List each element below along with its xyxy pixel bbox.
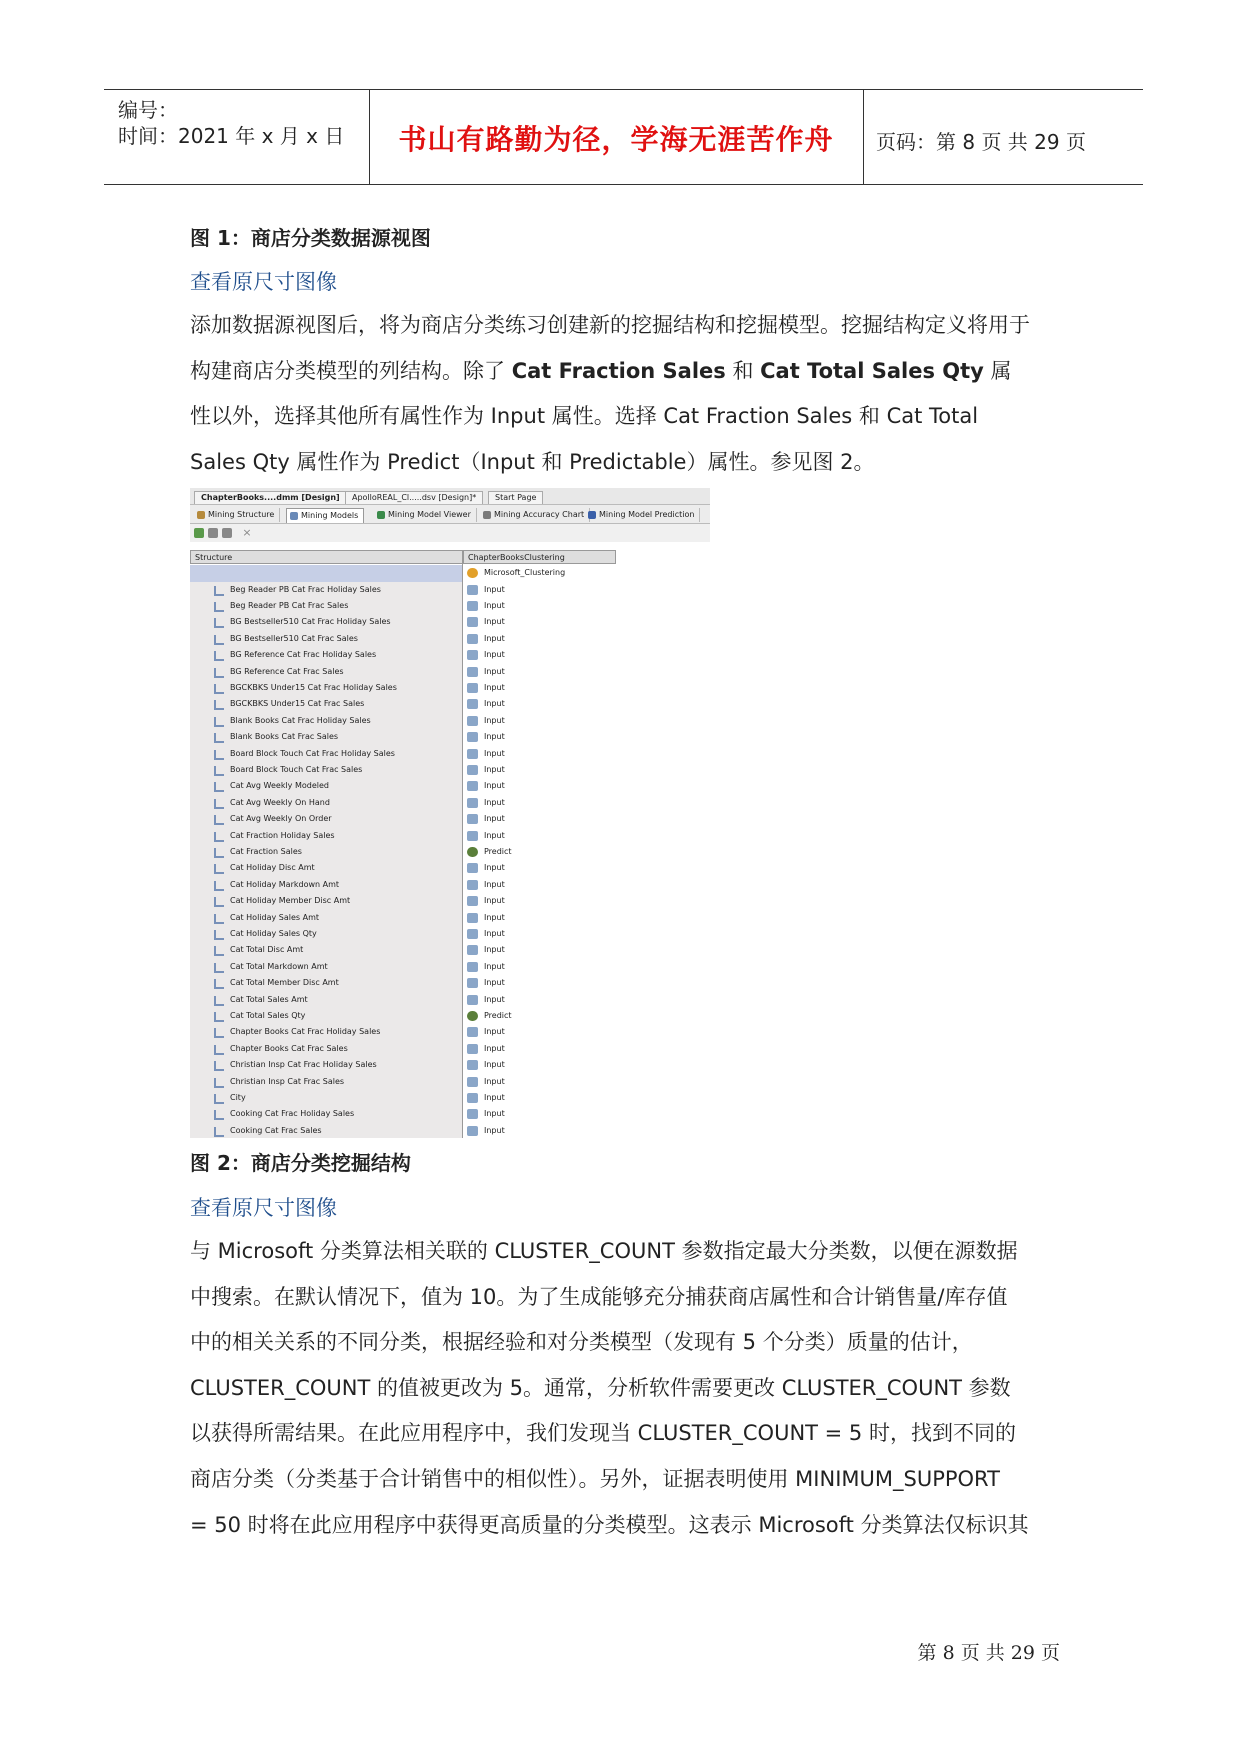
figure1-view-original-link[interactable]: 查看原尺寸图像: [190, 270, 337, 294]
usage-value: Input: [484, 666, 505, 676]
structure-row-column[interactable]: [190, 811, 462, 828]
algorithm-row-left: [190, 565, 462, 582]
column-name: Cat Total Member Disc Amt: [230, 978, 339, 988]
column-icon: [214, 668, 224, 678]
structure-row-usage[interactable]: [463, 992, 616, 1010]
input-icon: [467, 929, 478, 939]
para2-line: 中的相关关系的不同分类，根据经验和对分类模型（发现有 5 个分类）质量的估计，: [190, 1330, 973, 1355]
structure-row-usage[interactable]: [463, 844, 616, 862]
input-icon: [467, 765, 478, 775]
document-tabs: [190, 488, 710, 505]
structure-row-usage[interactable]: [463, 713, 616, 731]
structure-row-column[interactable]: [190, 877, 462, 894]
structure-row-usage[interactable]: [463, 1024, 616, 1042]
column-name: City: [230, 1092, 246, 1102]
para2-line: 中搜索。在默认情况下，值为 10。为了生成能够充分捕获商店属性和合计销售量/库存值: [190, 1284, 1008, 1309]
input-icon: [467, 683, 478, 693]
time-label: 时间：2021 年 x 月 x 日: [118, 124, 345, 148]
column-icon: [214, 1110, 224, 1120]
input-icon: [467, 781, 478, 791]
structure-row-column[interactable]: [190, 1041, 462, 1058]
column-name: Cat Holiday Sales Qty: [230, 928, 317, 938]
usage-value: Input: [484, 1076, 505, 1086]
usage-value: Input: [484, 1060, 505, 1070]
structure-row-column[interactable]: [190, 631, 462, 648]
model-prediction-icon: [588, 511, 596, 519]
tab-mining-model-viewer[interactable]: [374, 508, 477, 522]
structure-row-usage[interactable]: [463, 582, 616, 600]
structure-row-column[interactable]: [190, 992, 462, 1009]
input-icon: [467, 617, 478, 627]
doc-tab-dmm[interactable]: ChapterBooks....dmm [Design]: [194, 491, 347, 504]
algorithm-name: Microsoft_Clustering: [484, 568, 566, 577]
column-name: Cooking Cat Frac Holiday Sales: [230, 1109, 355, 1119]
column-icon: [214, 782, 224, 792]
structure-row-usage[interactable]: [463, 647, 616, 665]
structure-row-column[interactable]: [190, 828, 462, 845]
structure-row-usage[interactable]: [463, 828, 616, 846]
structure-row-column[interactable]: [190, 926, 462, 943]
tab-mining-accuracy-chart[interactable]: [480, 508, 590, 522]
algorithm-icon: [467, 568, 478, 578]
delete-icon[interactable]: ×: [242, 526, 252, 539]
structure-row-usage[interactable]: [463, 631, 616, 649]
para2-line: CLUSTER_COUNT 的值被更改为 5。通常，分析软件需要更改 CLUSTER_COUNT 参数: [190, 1375, 1011, 1400]
tab-mining-model-prediction[interactable]: [585, 508, 700, 522]
page-number-label: 页码：第 8 页 共 29 页: [876, 130, 1086, 154]
input-icon: [467, 1044, 478, 1054]
mining-structure-screenshot: [190, 488, 710, 1138]
structure-row-column[interactable]: [190, 844, 462, 861]
column-icon: [214, 1094, 224, 1104]
column-name: Cat Total Markdown Amt: [230, 961, 328, 971]
usage-value: Input: [484, 830, 505, 840]
tab-mining-structure[interactable]: [194, 508, 280, 522]
input-icon: [467, 945, 478, 955]
column-icon: [214, 799, 224, 809]
structure-row-usage[interactable]: [463, 975, 616, 993]
structure-row-usage[interactable]: [463, 942, 616, 960]
usage-value: Input: [484, 863, 505, 873]
input-icon: [467, 896, 478, 906]
figure2-view-original-link[interactable]: 查看原尺寸图像: [190, 1196, 337, 1220]
structure-row-usage[interactable]: [463, 762, 616, 780]
structure-row-usage[interactable]: [463, 926, 616, 944]
structure-row-column[interactable]: [190, 598, 462, 615]
column-icon: [214, 881, 224, 891]
input-icon: [467, 978, 478, 988]
usage-value: Input: [484, 732, 505, 742]
tab-mining-models[interactable]: [286, 508, 364, 523]
column-icon: [214, 1028, 224, 1038]
input-icon: [467, 798, 478, 808]
input-icon: [467, 667, 478, 677]
figure2-caption: 图 2：商店分类挖掘结构: [190, 1151, 411, 1175]
column-name: Cat Holiday Sales Amt: [230, 912, 320, 922]
column-name: Cat Fraction Holiday Sales: [230, 830, 335, 840]
usage-value: Input: [484, 912, 505, 922]
accuracy-chart-icon: [483, 511, 491, 519]
usage-value: Input: [484, 682, 505, 692]
usage-value: Input: [484, 748, 505, 758]
usage-value: Input: [484, 879, 505, 889]
usage-value: Input: [484, 600, 505, 610]
usage-value: Input: [484, 699, 505, 709]
header-left-cell: [104, 90, 370, 184]
column-name: BG Bestseller510 Cat Frac Holiday Sales: [230, 617, 391, 627]
column-icon: [214, 1061, 224, 1071]
bold-cat-total-sales-qty: Cat Total Sales Qty: [760, 358, 984, 383]
input-icon: [467, 1126, 478, 1136]
column-icon: [214, 832, 224, 842]
usage-value: Input: [484, 764, 505, 774]
input-icon: [467, 962, 478, 972]
column-icon: [214, 897, 224, 907]
input-icon: [467, 863, 478, 873]
structure-row-usage[interactable]: [463, 1106, 616, 1124]
input-icon: [467, 585, 478, 595]
structure-row-column[interactable]: [190, 664, 462, 681]
column-icon: [214, 766, 224, 776]
column-name: BGCKBKS Under15 Cat Frac Holiday Sales: [230, 682, 397, 692]
input-icon: [467, 913, 478, 923]
structure-row-usage[interactable]: [463, 795, 616, 813]
structure-row-column[interactable]: [190, 696, 462, 713]
structure-row-usage[interactable]: [463, 959, 616, 977]
structure-row-column[interactable]: [190, 713, 462, 730]
column-icon: [214, 700, 224, 710]
column-name: Cat Avg Weekly On Order: [230, 814, 332, 824]
column-name: Cat Total Sales Qty: [230, 1010, 306, 1020]
column-icon: [214, 651, 224, 661]
structure-row-column[interactable]: [190, 1123, 462, 1138]
doc-tab-dsv[interactable]: ApolloREAL_Cl.....dsv [Design]*: [345, 491, 483, 504]
para2-line: 与 Microsoft 分类算法相关联的 CLUSTER_COUNT 参数指定最大分类数，以便在源数据: [190, 1239, 1018, 1263]
structure-row-column[interactable]: [190, 1074, 462, 1091]
input-icon: [467, 814, 478, 824]
column-name: Cat Avg Weekly On Hand: [230, 797, 330, 807]
column-name: Cooking Cat Frac Sales: [230, 1125, 322, 1135]
structure-row-column[interactable]: [190, 778, 462, 795]
column-icon: [214, 864, 224, 874]
column-name: BGCKBKS Under15 Cat Frac Sales: [230, 699, 365, 709]
page-header: [104, 89, 1143, 185]
tab-mining-model-viewer-label: Mining Model Viewer: [388, 510, 471, 519]
structure-row-column[interactable]: [190, 942, 462, 959]
usage-value: Input: [484, 1043, 505, 1053]
structure-row-usage[interactable]: [463, 778, 616, 796]
input-icon: [467, 1060, 478, 1070]
column-icon: [214, 602, 224, 612]
structure-row-column[interactable]: [190, 582, 462, 599]
para1-line3: 性以外，选择其他所有属性作为 Input 属性。选择 Cat Fraction Sales 和 Cat Total: [190, 404, 979, 429]
usage-value: Input: [484, 978, 505, 988]
paragraph-2: [190, 1229, 1062, 1548]
input-icon: [467, 716, 478, 726]
para1-line2-end: 属: [983, 358, 1012, 383]
column-name: Board Block Touch Cat Frac Holiday Sales: [230, 748, 395, 758]
usage-value: Input: [484, 715, 505, 725]
column-name: Cat Holiday Markdown Amt: [230, 879, 340, 889]
structure-row-column[interactable]: [190, 1057, 462, 1074]
column-name: Cat Fraction Sales: [230, 846, 302, 856]
structure-row-column[interactable]: [190, 1106, 462, 1123]
column-icon: [214, 618, 224, 628]
structure-row-usage[interactable]: [463, 1008, 616, 1026]
structure-column-header[interactable]: Structure: [190, 550, 463, 564]
structure-row-column[interactable]: [190, 795, 462, 812]
structure-row-column[interactable]: [190, 910, 462, 927]
column-name: BG Bestseller510 Cat Frac Sales: [230, 633, 358, 643]
column-name: BG Reference Cat Frac Holiday Sales: [230, 650, 377, 660]
usage-value: Input: [484, 797, 505, 807]
structure-row-usage[interactable]: [463, 680, 616, 698]
usage-value: Input: [484, 781, 505, 791]
column-name: Cat Avg Weekly Modeled: [230, 781, 329, 791]
header-motto-cell: [369, 90, 864, 184]
structure-row-column[interactable]: [190, 614, 462, 631]
model-column-header[interactable]: ChapterBooksClustering: [463, 550, 616, 564]
usage-value: Predict: [484, 1010, 512, 1020]
usage-value: Input: [484, 617, 505, 627]
predict-icon: [467, 1011, 478, 1021]
toolbar: [190, 524, 710, 542]
tab-mining-model-prediction-label: Mining Model Prediction: [599, 510, 695, 519]
structure-row-usage[interactable]: [463, 696, 616, 714]
column-icon: [214, 815, 224, 825]
usage-value: Input: [484, 1125, 505, 1135]
input-icon: [467, 1077, 478, 1087]
algorithm-row-right[interactable]: [463, 565, 616, 583]
column-icon: [214, 635, 224, 645]
input-icon: [467, 634, 478, 644]
para2-line: = 50 时将在此应用程序中获得更高质量的分类模型。这表示 Microsoft 分类算法仅标识其: [190, 1512, 1029, 1537]
column-icon: [214, 979, 224, 989]
column-icon: [214, 684, 224, 694]
column-icon: [214, 914, 224, 924]
column-icon: [214, 586, 224, 596]
input-icon: [467, 650, 478, 660]
structure-row-column[interactable]: [190, 959, 462, 976]
column-icon: [214, 717, 224, 727]
tab-mining-structure-label: Mining Structure: [208, 510, 275, 519]
usage-value: Input: [484, 814, 505, 824]
usage-value: Input: [484, 650, 505, 660]
column-name: Cat Total Sales Amt: [230, 994, 308, 1004]
tab-mining-models-label: Mining Models: [301, 511, 359, 520]
structure-row-column[interactable]: [190, 729, 462, 746]
usage-value: Input: [484, 928, 505, 938]
para1-line1: 添加数据源视图后，将为商店分类练习创建新的挖掘结构和挖掘模型。挖掘结构定义将用于: [190, 313, 1030, 337]
serial-label: 编号：: [118, 98, 178, 122]
column-name: Blank Books Cat Frac Sales: [230, 732, 339, 742]
structure-row-usage[interactable]: [463, 729, 616, 747]
input-icon: [467, 749, 478, 759]
column-icon: [214, 963, 224, 973]
page-footer: 第 8 页 共 29 页: [917, 1642, 1060, 1664]
column-name: Chapter Books Cat Frac Holiday Sales: [230, 1027, 381, 1037]
column-name: Chapter Books Cat Frac Sales: [230, 1043, 348, 1053]
motto: 书山有路勤为径，学海无涯苦作舟: [398, 123, 834, 156]
new-model-icon[interactable]: [194, 528, 204, 538]
structure-row-column[interactable]: [190, 746, 462, 763]
input-icon: [467, 699, 478, 709]
structure-row-usage[interactable]: [463, 1041, 616, 1059]
column-name: BG Reference Cat Frac Sales: [230, 666, 344, 676]
column-icon: [214, 1127, 224, 1137]
column-name: Christian Insp Cat Frac Sales: [230, 1076, 345, 1086]
mining-structure-icon: [197, 511, 205, 519]
column-icon: [214, 1078, 224, 1088]
structure-row-usage[interactable]: [463, 598, 616, 616]
column-name: Beg Reader PB Cat Frac Sales: [230, 600, 349, 610]
usage-value: Input: [484, 994, 505, 1004]
structure-row-usage[interactable]: [463, 910, 616, 928]
usage-value: Input: [484, 896, 505, 906]
paragraph-1: [190, 303, 1062, 485]
column-name: Cat Total Disc Amt: [230, 945, 304, 955]
column-icon: [214, 733, 224, 743]
usage-value: Input: [484, 1109, 505, 1119]
column-icon: [214, 930, 224, 940]
doc-tab-start-page[interactable]: Start Page: [488, 491, 543, 504]
usage-value: Input: [484, 945, 505, 955]
column-name: Beg Reader PB Cat Frac Holiday Sales: [230, 584, 381, 594]
input-icon: [467, 831, 478, 841]
header-right-cell: [864, 90, 1143, 184]
predict-icon: [467, 847, 478, 857]
para1-line4: Sales Qty 属性作为 Predict（Input 和 Predictable）属性。参见图 2。: [190, 449, 875, 474]
column-icon: [214, 1012, 224, 1022]
structure-row-usage[interactable]: [463, 1074, 616, 1092]
column-icon: [214, 996, 224, 1006]
structure-row-usage[interactable]: [463, 614, 616, 632]
tab-mining-accuracy-chart-label: Mining Accuracy Chart: [494, 510, 585, 519]
process-icon[interactable]: [208, 528, 218, 538]
refresh-icon[interactable]: [222, 528, 232, 538]
figure1-caption: 图 1：商店分类数据源视图: [190, 226, 431, 250]
usage-value: Input: [484, 1092, 505, 1102]
column-name: Christian Insp Cat Frac Holiday Sales: [230, 1060, 377, 1070]
para1-line2-and: 和: [725, 358, 761, 383]
column-icon: [214, 848, 224, 858]
input-icon: [467, 995, 478, 1005]
column-icon: [214, 750, 224, 760]
structure-row-usage[interactable]: [463, 877, 616, 895]
structure-row-usage[interactable]: [463, 860, 616, 878]
usage-value: Input: [484, 1027, 505, 1037]
column-name: Board Block Touch Cat Frac Sales: [230, 764, 363, 774]
para2-line: 商店分类（分类基于合计销售中的相似性）。另外，证据表明使用 MINIMUM_SUPPORT: [190, 1466, 1000, 1491]
para1-line2-text: 构建商店分类模型的列结构。除了: [190, 358, 512, 383]
input-icon: [467, 601, 478, 611]
structure-row-usage[interactable]: [463, 746, 616, 764]
mining-models-icon: [290, 512, 298, 520]
usage-value: Input: [484, 961, 505, 971]
structure-row-usage[interactable]: [463, 664, 616, 682]
usage-value: Input: [484, 584, 505, 594]
structure-row-usage[interactable]: [463, 1090, 616, 1108]
structure-row-column[interactable]: [190, 762, 462, 779]
input-icon: [467, 880, 478, 890]
input-icon: [467, 1109, 478, 1119]
para2-line: 以获得所需结果。在此应用程序中，我们发现当 CLUSTER_COUNT = 5 时，找到不同的: [190, 1421, 1016, 1446]
structure-row-column[interactable]: [190, 647, 462, 664]
structure-row-usage[interactable]: [463, 1057, 616, 1075]
structure-row-usage[interactable]: [463, 1123, 616, 1138]
column-icon: [214, 946, 224, 956]
structure-row-column[interactable]: [190, 893, 462, 910]
usage-value: Predict: [484, 846, 512, 856]
column-icon: [214, 1045, 224, 1055]
structure-row-column[interactable]: [190, 975, 462, 992]
column-name: Cat Holiday Disc Amt: [230, 863, 315, 873]
input-icon: [467, 1093, 478, 1103]
structure-row-column[interactable]: [190, 1024, 462, 1041]
structure-row-usage[interactable]: [463, 893, 616, 911]
usage-value: Input: [484, 633, 505, 643]
designer-tabs: [190, 505, 710, 524]
mining-model-viewer-icon: [377, 511, 385, 519]
bold-cat-fraction-sales: Cat Fraction Sales: [511, 358, 726, 383]
structure-row-column[interactable]: [190, 1090, 462, 1107]
structure-row-usage[interactable]: [463, 811, 616, 829]
structure-row-column[interactable]: [190, 1008, 462, 1025]
column-name: Cat Holiday Member Disc Amt: [230, 896, 351, 906]
structure-row-column[interactable]: [190, 680, 462, 697]
input-icon: [467, 732, 478, 742]
grid-splitter: [462, 550, 463, 1138]
structure-row-column[interactable]: [190, 860, 462, 877]
column-name: Blank Books Cat Frac Holiday Sales: [230, 715, 371, 725]
input-icon: [467, 1027, 478, 1037]
para1-line2: [190, 349, 1062, 395]
